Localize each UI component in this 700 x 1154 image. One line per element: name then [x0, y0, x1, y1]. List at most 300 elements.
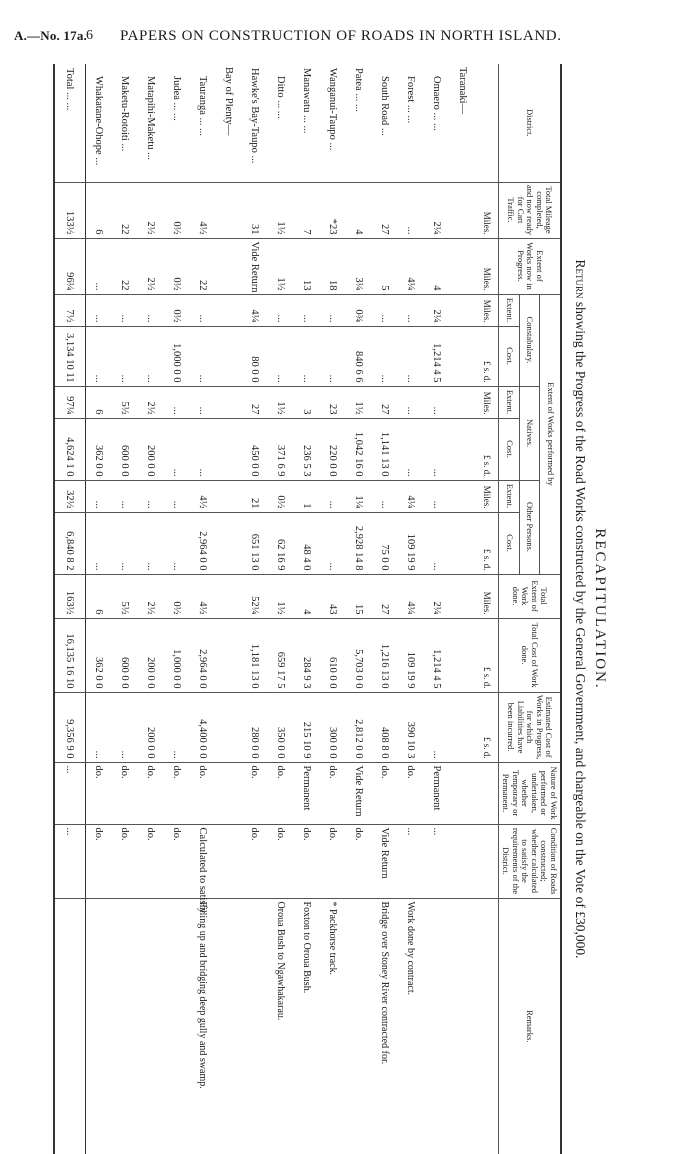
nat-cost-cell: 220 0 0	[320, 418, 346, 480]
tot-ext-cell: 5½	[112, 574, 138, 618]
con-ext-cell: ...	[398, 294, 424, 326]
nat-ext-cell: ...	[190, 386, 216, 418]
tot-cost-cell: 1,216 13 0	[372, 618, 398, 692]
progress-cell: 0½	[164, 238, 190, 294]
units-cell	[476, 824, 499, 898]
nat-ext-cell: 23	[320, 386, 346, 418]
progress-cell: 2½	[138, 238, 164, 294]
progress-cell: 22	[112, 238, 138, 294]
tot-ext-cell: 27	[372, 574, 398, 618]
oth-ext-cell: ...	[372, 480, 398, 512]
empty-cell	[450, 618, 476, 692]
tot-ext-cell: 1½	[268, 574, 294, 618]
progress-cell: 18	[320, 238, 346, 294]
header-total-mileage: Total Mileage completed, and now ready for Cart Traffic.	[499, 182, 562, 238]
nat-ext-cell: 6	[86, 386, 113, 418]
units-row	[476, 64, 499, 1154]
mileage-cell: ...	[398, 182, 424, 238]
nat-cost-cell: 362 0 0	[86, 418, 113, 480]
mileage-cell: 22	[112, 182, 138, 238]
con-cost-cell: ...	[398, 326, 424, 386]
district-cell: Hawke's Bay-Taupo ...	[249, 68, 261, 164]
con-ext-cell: 0¾	[346, 294, 372, 326]
units-cell: £ s. d.	[476, 618, 499, 692]
progress-cell: Vide Return	[242, 238, 268, 294]
district-cell: Wanganui-Taupo ...	[327, 68, 339, 151]
empty-cell	[450, 898, 476, 1154]
oth-cost-cell: 109 19 9	[398, 512, 424, 574]
remarks-cell: Work done by contract.	[398, 898, 424, 1154]
header-estimated-cost: Estimated Cost of Works in Progress, for which Liabilities have been incurred.	[499, 692, 562, 762]
units-cell: £ s. d.	[476, 692, 499, 762]
empty-cell	[450, 574, 476, 618]
header-nat-extent: Extent.	[499, 386, 520, 418]
table-row	[268, 64, 294, 1154]
con-cost-cell: 1,214 4 5	[424, 326, 450, 386]
district-cell: Judea ... ...	[171, 76, 183, 121]
nature-cell: do.	[398, 762, 424, 824]
table-row-top	[294, 64, 320, 1154]
units-cell	[476, 762, 499, 824]
con-ext-cell: ...	[138, 294, 164, 326]
units-cell: Miles.	[476, 294, 499, 326]
nat-cost-cell: 600 0 0	[112, 418, 138, 480]
tot-ext-cell: 15	[346, 574, 372, 618]
con-ext-cell: ...	[268, 294, 294, 326]
con-cost-cell: 840 6 6	[346, 326, 372, 386]
nat-cost-cell: ...	[398, 418, 424, 480]
oth-cost-cell: ...	[86, 512, 113, 574]
group-label: Taranaki—	[457, 67, 469, 115]
units-cell	[476, 64, 499, 182]
cond-cell: do.	[138, 824, 164, 898]
con-ext-cell: ...	[86, 294, 113, 326]
progress-cell: 1½	[268, 238, 294, 294]
tot-cost-cell: 284 9 3	[294, 618, 320, 692]
oth-ext-cell: 1¼	[346, 480, 372, 512]
units-cell: Miles.	[476, 238, 499, 294]
mileage-cell: 133½	[54, 182, 86, 238]
oth-cost-cell: ...	[424, 512, 450, 574]
empty-cell	[216, 824, 242, 898]
con-cost-cell: ...	[138, 326, 164, 386]
oth-cost-cell: ...	[138, 512, 164, 574]
est-cell: 200 0 0	[138, 692, 164, 762]
tot-cost-cell: 1,181 13 0	[242, 618, 268, 692]
nat-ext-cell: 27	[372, 386, 398, 418]
tot-cost-cell: 1,214 4 5	[424, 618, 450, 692]
tot-cost-cell: 2,964 0 0	[190, 618, 216, 692]
nature-cell: do.	[138, 762, 164, 824]
subtitle-text: showing the Progress of the Road Works constructed by the General Government, and chargeable on the Vote of £30,000.	[573, 301, 588, 959]
table-body	[54, 64, 499, 1154]
remarks-cell: Foxton to Oroua Bush.	[294, 898, 320, 1154]
est-cell: 4,400 0 0	[190, 692, 216, 762]
table-row-top	[242, 64, 268, 1154]
nature-cell: do.	[190, 762, 216, 824]
nat-ext-cell: 3	[294, 386, 320, 418]
cond-cell: ...	[424, 824, 450, 898]
nature-cell: Permanent	[294, 762, 320, 824]
tot-ext-cell: 163½	[54, 574, 86, 618]
cond-cell: do.	[320, 824, 346, 898]
oth-cost-cell: ...	[320, 512, 346, 574]
district-cell: Maketu-Rotoiti ...	[119, 76, 131, 152]
units-cell: £ s. d.	[476, 418, 499, 480]
mileage-cell: 31	[242, 182, 268, 238]
nature-cell: do.	[112, 762, 138, 824]
cond-cell: do.	[268, 824, 294, 898]
page-number: 6	[86, 28, 93, 43]
con-cost-cell: ...	[320, 326, 346, 386]
tot-ext-cell: 2¼	[424, 574, 450, 618]
recapitulation-heading: RECAPITULATION.	[592, 528, 608, 690]
tot-ext-cell: 43	[320, 574, 346, 618]
empty-cell	[216, 418, 242, 480]
header-extent-performed-by: Extent of Works performed by	[540, 294, 561, 574]
empty-cell	[450, 824, 476, 898]
tot-ext-cell: 52¼	[242, 574, 268, 618]
mileage-cell: *23	[320, 182, 346, 238]
est-cell: 280 0 0	[242, 692, 268, 762]
header-remarks: Remarks.	[499, 898, 562, 1154]
con-cost-cell: 3,134 10 11	[54, 326, 86, 386]
empty-cell	[450, 418, 476, 480]
empty-cell	[450, 182, 476, 238]
table-row	[398, 64, 424, 1154]
district-cell: Manawatu ... ...	[301, 68, 313, 134]
nature-cell: do.	[320, 762, 346, 824]
mileage-cell: 4	[346, 182, 372, 238]
nat-cost-cell: ...	[164, 418, 190, 480]
nature-cell: ...	[54, 762, 86, 824]
district-cell: Patea ... ...	[353, 68, 365, 112]
rotated-table-area	[64, 64, 610, 1154]
oth-cost-cell: 75 0 0	[372, 512, 398, 574]
oth-ext-cell: ...	[86, 480, 113, 512]
est-cell: 390 10 3	[398, 692, 424, 762]
con-cost-cell: ...	[112, 326, 138, 386]
table-row	[372, 64, 398, 1154]
tot-cost-cell: 600 0 0	[112, 618, 138, 692]
remarks-cell: Oroua Bush to Ngawhakarau.	[268, 898, 294, 1154]
header-nat-cost: Cost.	[499, 418, 520, 480]
con-cost-cell: ...	[86, 326, 113, 386]
units-cell: £ s. d.	[476, 512, 499, 574]
header-nature: Nature of Work performed or undertaken, whether Temporary or Permanent.	[499, 762, 562, 824]
oth-cost-cell: 6,840 8 2	[54, 512, 86, 574]
est-cell: 215 10 9	[294, 692, 320, 762]
units-cell: Miles.	[476, 386, 499, 418]
page-title: PAPERS ON CONSTRUCTION OF ROADS IN NORTH ISLAND.	[120, 28, 562, 44]
oth-ext-cell: 1	[294, 480, 320, 512]
group-header-row	[216, 64, 242, 1154]
oth-cost-cell: 2,928 14 8	[346, 512, 372, 574]
tot-cost-cell: 109 19 9	[398, 618, 424, 692]
progress-cell: 5	[372, 238, 398, 294]
page-header	[0, 28, 700, 54]
oth-cost-cell: ...	[164, 512, 190, 574]
nat-cost-cell: 236 5 3	[294, 418, 320, 480]
nature-cell: do.	[372, 762, 398, 824]
est-cell: 350 0 0	[268, 692, 294, 762]
cond-cell: do.	[86, 824, 113, 898]
progress-cell: 3¼	[346, 238, 372, 294]
group-label: Bay of Plenty—	[223, 67, 235, 136]
header-con-cost: Cost.	[499, 326, 520, 386]
tot-cost-cell: 610 0 0	[320, 618, 346, 692]
progress-cell: 96¼	[54, 238, 86, 294]
units-cell: Miles.	[476, 182, 499, 238]
nat-ext-cell: 97¼	[54, 386, 86, 418]
remarks-cell	[346, 898, 372, 1154]
mileage-cell: 6	[86, 182, 113, 238]
remarks-cell	[112, 898, 138, 1154]
oth-ext-cell: ...	[320, 480, 346, 512]
units-cell	[476, 898, 499, 1154]
nat-cost-cell: 4,624 1 0	[54, 418, 86, 480]
empty-cell	[216, 692, 242, 762]
district-cell: Forest ... ...	[405, 76, 417, 124]
table-row-top	[346, 64, 372, 1154]
est-cell: 9,356 9 0	[54, 692, 86, 762]
cond-cell: Calculated to satisfy	[190, 824, 216, 898]
est-cell: ...	[424, 692, 450, 762]
con-cost-cell: ...	[372, 326, 398, 386]
oth-ext-cell: ...	[138, 480, 164, 512]
recapitulation-table	[53, 64, 562, 1154]
progress-cell: 4¼	[398, 238, 424, 294]
cond-cell: ...	[398, 824, 424, 898]
con-cost-cell: 80 0 0	[242, 326, 268, 386]
table-row	[190, 64, 216, 1154]
oth-ext-cell: 32½	[54, 480, 86, 512]
tot-ext-cell: 4½	[190, 574, 216, 618]
empty-cell	[216, 898, 242, 1154]
district-cell: Tauranga ... ...	[197, 76, 209, 136]
remarks-cell	[138, 898, 164, 1154]
empty-cell	[216, 294, 242, 326]
district-cell: Omaero ... ...	[431, 76, 443, 131]
nat-ext-cell: ...	[424, 386, 450, 418]
return-subtitle	[572, 64, 588, 1154]
header-other-persons: Other Persons.	[519, 480, 540, 574]
nature-cell: Vide Return	[346, 762, 372, 824]
remarks-cell	[86, 898, 113, 1154]
empty-cell	[216, 386, 242, 418]
nat-cost-cell: ...	[424, 418, 450, 480]
district-cell: Total ... ...	[54, 64, 86, 182]
mileage-cell: 2½	[138, 182, 164, 238]
oth-cost-cell: 651 13 0	[242, 512, 268, 574]
remarks-cell	[164, 898, 190, 1154]
remarks-cell	[54, 898, 86, 1154]
header-con-extent: Extent.	[499, 294, 520, 326]
header-total-cost: Total Cost of Work done.	[499, 618, 562, 692]
progress-cell: 22	[190, 238, 216, 294]
con-ext-cell: ...	[320, 294, 346, 326]
nat-ext-cell: 2½	[138, 386, 164, 418]
oth-cost-cell: 2,964 0 0	[190, 512, 216, 574]
nat-ext-cell: 27	[242, 386, 268, 418]
nat-ext-cell: 5½	[112, 386, 138, 418]
remarks-cell: Bridge over Stoney River contracted for.	[372, 898, 398, 1154]
empty-cell	[216, 182, 242, 238]
empty-cell	[216, 574, 242, 618]
con-ext-cell: ...	[190, 294, 216, 326]
oth-ext-cell: 4½	[190, 480, 216, 512]
oth-ext-cell: 4¼	[398, 480, 424, 512]
empty-cell	[450, 326, 476, 386]
nature-cell: do.	[164, 762, 190, 824]
nat-ext-cell: 1½	[346, 386, 372, 418]
oth-ext-cell: 0½	[268, 480, 294, 512]
group-header-row	[450, 64, 476, 1154]
mileage-cell: 2¼	[424, 182, 450, 238]
cond-cell: do.	[242, 824, 268, 898]
con-ext-cell: 4¼	[242, 294, 268, 326]
tot-ext-cell: 2½	[138, 574, 164, 618]
con-ext-cell: ...	[372, 294, 398, 326]
progress-cell: 13	[294, 238, 320, 294]
nat-cost-cell: 1,141 13 0	[372, 418, 398, 480]
mileage-cell: 7	[294, 182, 320, 238]
est-cell: ...	[112, 692, 138, 762]
header-oth-extent: Extent.	[499, 480, 520, 512]
empty-cell	[450, 480, 476, 512]
header-total-extent: Total Extent of Work done.	[499, 574, 562, 618]
nat-ext-cell: 1½	[268, 386, 294, 418]
empty-cell	[450, 762, 476, 824]
empty-cell	[216, 618, 242, 692]
empty-cell	[450, 512, 476, 574]
district-cell: Whakatane-Ohope ...	[93, 76, 105, 166]
table-row	[86, 64, 113, 1154]
empty-cell	[450, 692, 476, 762]
mileage-cell: 1½	[268, 182, 294, 238]
cond-cell: do.	[346, 824, 372, 898]
tot-ext-cell: 0½	[164, 574, 190, 618]
header-district: District.	[499, 64, 562, 182]
nat-cost-cell: 1,042 16 0	[346, 418, 372, 480]
empty-cell	[450, 386, 476, 418]
district-cell: Matapihi-Maketu ...	[145, 76, 157, 160]
nature-cell: do.	[242, 762, 268, 824]
empty-cell	[216, 762, 242, 824]
cond-cell: do.	[112, 824, 138, 898]
remarks-cell: Filling up and bridging deep gully and swamp.	[190, 898, 216, 1154]
con-ext-cell: ...	[294, 294, 320, 326]
cond-cell: Vide Return	[372, 824, 398, 898]
oth-cost-cell: 62 16 9	[268, 512, 294, 574]
cond-cell: do.	[164, 824, 190, 898]
mileage-cell: 4½	[190, 182, 216, 238]
empty-cell	[450, 294, 476, 326]
empty-cell	[216, 512, 242, 574]
progress-cell: 4	[424, 238, 450, 294]
cond-cell: do.	[294, 824, 320, 898]
table-row	[112, 64, 138, 1154]
empty-cell	[216, 480, 242, 512]
tot-cost-cell: 362 0 0	[86, 618, 113, 692]
tot-cost-cell: 16,135 16 10	[54, 618, 86, 692]
header-natives: Natives.	[519, 386, 540, 480]
tot-cost-cell: 659 17 5	[268, 618, 294, 692]
est-cell: 408 8 0	[372, 692, 398, 762]
tot-cost-cell: 5,703 0 0	[346, 618, 372, 692]
units-cell: £ s. d.	[476, 326, 499, 386]
units-cell: Miles.	[476, 480, 499, 512]
mileage-cell: 0½	[164, 182, 190, 238]
remarks-cell	[242, 898, 268, 1154]
nature-cell: Permanent	[424, 762, 450, 824]
con-ext-cell: ...	[112, 294, 138, 326]
table-row-top	[320, 64, 346, 1154]
con-cost-cell: ...	[190, 326, 216, 386]
cond-cell: ...	[54, 824, 86, 898]
header-condition: Condition of Roads constructed; whether calculated to satisfy the requirements of the District.	[499, 824, 562, 898]
tot-ext-cell: 6	[86, 574, 113, 618]
header-extent-in-progress: Extent of Works now in Progress.	[499, 238, 562, 294]
nature-cell: do.	[86, 762, 113, 824]
mileage-cell: 27	[372, 182, 398, 238]
oth-ext-cell: ...	[164, 480, 190, 512]
con-ext-cell: 0½	[164, 294, 190, 326]
remarks-cell	[424, 898, 450, 1154]
con-cost-cell: ...	[268, 326, 294, 386]
est-cell: ...	[86, 692, 113, 762]
tot-ext-cell: 4	[294, 574, 320, 618]
oth-cost-cell: ...	[112, 512, 138, 574]
table-row	[424, 64, 450, 1154]
table-row	[164, 64, 190, 1154]
nat-ext-cell: ...	[164, 386, 190, 418]
est-cell: 2,812 0 0	[346, 692, 372, 762]
header-constabulary: Constabulary.	[519, 294, 540, 386]
con-ext-cell: 2¼	[424, 294, 450, 326]
district-cell: South Road ...	[379, 76, 391, 136]
units-cell: Miles.	[476, 574, 499, 618]
nat-cost-cell: 450 0 0	[242, 418, 268, 480]
empty-cell	[216, 326, 242, 386]
empty-cell	[216, 238, 242, 294]
est-cell: 300 0 0	[320, 692, 346, 762]
nat-cost-cell: 200 0 0	[138, 418, 164, 480]
total-row	[54, 64, 86, 1154]
nat-cost-cell: ...	[190, 418, 216, 480]
header-oth-cost: Cost.	[499, 512, 520, 574]
remarks-cell: * Packhorse track.	[320, 898, 346, 1154]
nat-cost-cell: 371 6 9	[268, 418, 294, 480]
con-cost-cell: ...	[294, 326, 320, 386]
oth-ext-cell: ...	[112, 480, 138, 512]
district-cell: Ditto ... ...	[275, 76, 287, 119]
con-cost-cell: 1,000 0 0	[164, 326, 190, 386]
con-ext-cell: 7½	[54, 294, 86, 326]
oth-cost-cell: 48 4 0	[294, 512, 320, 574]
oth-ext-cell: ...	[424, 480, 450, 512]
tot-cost-cell: 1,000 0 0	[164, 618, 190, 692]
tot-ext-cell: 4¼	[398, 574, 424, 618]
return-word: Return	[573, 259, 588, 299]
table-row	[138, 64, 164, 1154]
tot-cost-cell: 200 0 0	[138, 618, 164, 692]
progress-cell: ...	[86, 238, 113, 294]
nature-cell: do.	[268, 762, 294, 824]
nat-ext-cell: ...	[398, 386, 424, 418]
oth-ext-cell: 21	[242, 480, 268, 512]
est-cell: ...	[164, 692, 190, 762]
